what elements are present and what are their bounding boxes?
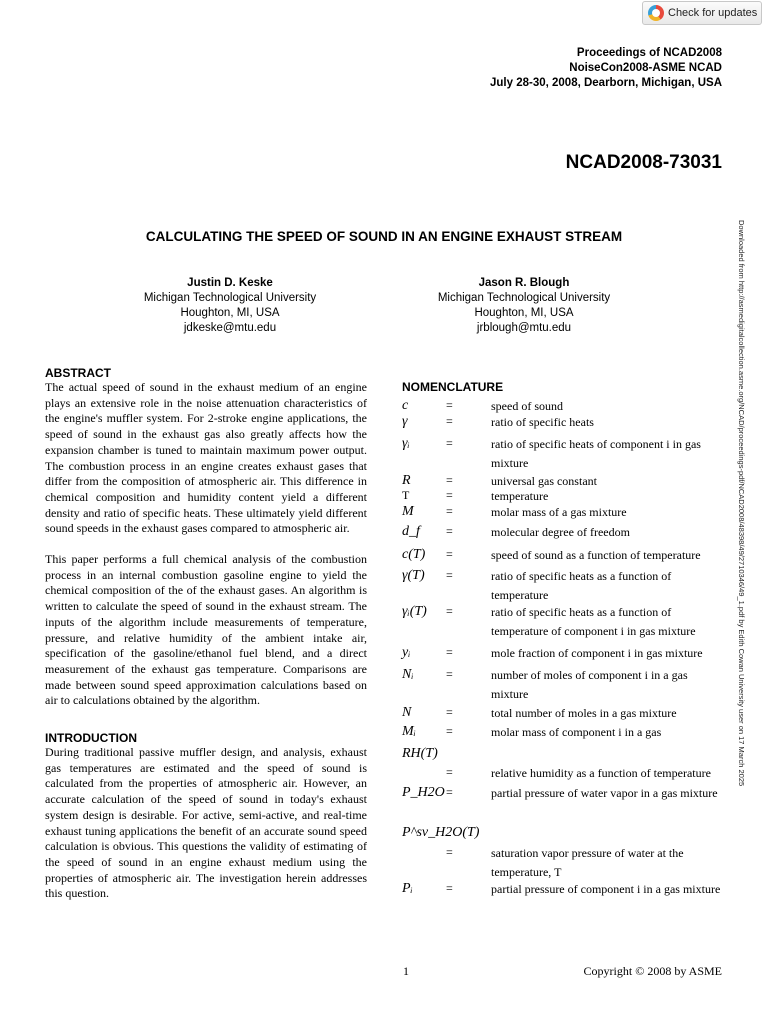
definition: ratio of specific heats — [491, 415, 594, 429]
equals-sign: = — [446, 414, 453, 428]
equals-sign: = — [446, 667, 453, 681]
page-number: 1 — [403, 964, 409, 978]
paper-title: CALCULATING THE SPEED OF SOUND IN AN ENGINE EXHAUST STREAM — [145, 229, 623, 244]
symbol-p-sv-h2o-of-t: P^sv_H2O(T) — [402, 825, 480, 840]
equals-sign: = — [446, 568, 453, 582]
nomenclature-heading: NOMENCLATURE — [402, 380, 504, 394]
author-location: Houghton, MI, USA — [180, 307, 280, 319]
proceedings-line3: July 28-30, 2008, Dearborn, Michigan, USA — [490, 77, 722, 89]
introduction-paragraph-1: During traditional passive muffler design, and analysis, exhaust gas temperatures are estimated and the speed of sound is calculated from the properties of atmospheric air. However, an accurate calculation of the speed of sound in today's exhaust system design is desirable. For active, semi-active, and real-time exhaust tuning applications the benefit of an accurate sound speed calculation is obvious. This questions the validity of estimating of the speed of sound in an engine exhaust medium using the properties of atmospheric air. The investigation herein addresses this question. — [45, 745, 367, 901]
definition: saturation vapor pressure of water at the temperature, T — [491, 846, 684, 879]
symbol-m-i: Mᵢ — [402, 724, 416, 739]
definition: universal gas constant — [491, 474, 597, 488]
definition: ratio of specific heats as a function of temperature — [491, 569, 672, 602]
equals-sign: = — [446, 547, 453, 561]
abstract-paragraph-2: This paper performs a full chemical analysis of the combustion process in an internal combustion gasoline engine to yield the chemical composition of the of the exhaust gases. An algorithm is written to calculate the speed of sound in the exhaust stream. The inputs of the algorithm include measurements of temperature, pressure, and relative humidity of the ambient intake air, specification of the gasoline/ethanol fuel blend, and a direct measurement of the exhaust gas temperature. Comparisons are made between sound speed approximation calculations based on air to calculations obtained by the algorithm. — [45, 552, 367, 708]
definition: partial pressure of water vapor in a gas mixture — [491, 786, 718, 800]
equals-sign: = — [446, 473, 453, 487]
equals-sign: = — [446, 724, 453, 738]
symbol-c: c — [402, 398, 409, 413]
abstract-paragraph-1: The actual speed of sound in the exhaust medium of an engine plays an extensive role in the noise attenuation characteristics of the engine's muffler system. For 2-stroke engine applications, the speed of sound in the exhaust gas also greatly affects how the expansion chamber is tuned to maintain maximum power output. The combustion process in an engine creates exhaust gases that differ from the composition of atmospheric air. This difference in chemical composition and humidity content yield a different density and ratio of specific heats. These ultimately yield different sound speeds in the exhaust gases compared to atmospheric air. — [45, 380, 367, 536]
definition: mole fraction of component i in gas mixture — [491, 646, 703, 660]
definition: relative humidity as a function of temperature — [491, 766, 711, 780]
definition: speed of sound as a function of temperature — [491, 548, 701, 562]
copyright-notice: Copyright © 2008 by ASME — [583, 964, 722, 978]
author-affiliation: Michigan Technological University — [143, 292, 317, 304]
symbol-gamma: γ — [402, 414, 408, 429]
symbol-p-i: Pᵢ — [402, 881, 413, 896]
proceedings-line1: Proceedings of NCAD2008 — [576, 47, 722, 59]
symbol-c-of-t: c(T) — [402, 547, 426, 562]
equals-sign: = — [446, 765, 453, 779]
abstract-section — [45, 366, 367, 902]
abstract-heading: ABSTRACT — [45, 366, 111, 380]
definition: speed of sound — [491, 399, 563, 413]
equals-sign: = — [446, 705, 453, 719]
equals-sign: = — [446, 436, 453, 450]
symbol-gamma-i-of-t: γᵢ(T) — [402, 604, 427, 619]
crossmark-icon — [648, 5, 664, 21]
symbol-y-i: yᵢ — [402, 645, 411, 660]
equals-sign: = — [446, 488, 453, 502]
definition: ratio of specific heats of component i in gas mixture — [491, 437, 701, 470]
check-for-updates-label: Check for updates — [668, 7, 758, 19]
equals-sign: = — [446, 845, 453, 859]
symbol-m: M — [402, 504, 414, 519]
equals-sign: = — [446, 785, 453, 799]
symbol-rh-of-t: RH(T) — [402, 746, 438, 761]
definition: molar mass of component i in a gas — [491, 725, 662, 739]
definition: partial pressure of component i in a gas mixture — [491, 882, 721, 896]
definition: number of moles of component i in a gas mixture — [491, 668, 688, 701]
equals-sign: = — [446, 645, 453, 659]
check-for-updates-button[interactable] — [642, 1, 762, 25]
equals-sign: = — [446, 524, 453, 538]
symbol-p-h2o: P_H2O — [402, 785, 445, 800]
author-affiliation: Michigan Technological University — [437, 292, 611, 304]
download-notice: Downloaded from http://asmedigitalcollection.asme.org/NCAD/proceedings-pdf/NCAD2008/48398/49/2710346/49_1.pdf by Edith Cowan University user on 17 March 2025 — [737, 220, 746, 787]
author-name: Jason R. Blough — [478, 277, 570, 289]
symbol-n: N — [402, 705, 412, 720]
symbol-gamma-i: γᵢ — [402, 436, 410, 451]
equals-sign: = — [446, 881, 453, 895]
symbol-gamma-of-t: γ(T) — [402, 568, 425, 583]
proceedings-line2: NoiseCon2008-ASME NCAD — [569, 62, 722, 74]
author-location: Houghton, MI, USA — [474, 307, 574, 319]
proceedings-header — [490, 46, 722, 91]
author-name: Justin D. Keske — [187, 277, 273, 289]
symbol-n-i: Nᵢ — [402, 667, 414, 682]
equals-sign: = — [446, 604, 453, 618]
definition: temperature — [491, 489, 549, 503]
equals-sign: = — [446, 398, 453, 412]
author-email: jrblough@mtu.edu — [476, 322, 572, 334]
definition: total number of moles in a gas mixture — [491, 706, 677, 720]
symbol-df: d_f — [402, 524, 420, 539]
symbol-t: T — [402, 488, 410, 502]
paper-id: NCAD2008-73031 — [565, 152, 722, 173]
definition: molecular degree of freedom — [491, 525, 630, 539]
author-block-1 — [100, 276, 360, 336]
symbol-r: R — [402, 473, 411, 488]
equals-sign: = — [446, 504, 453, 518]
definition: molar mass of a gas mixture — [491, 505, 627, 519]
author-email: jdkeske@mtu.edu — [183, 322, 277, 334]
author-block-2 — [394, 276, 654, 336]
introduction-heading: INTRODUCTION — [45, 731, 137, 746]
definition: ratio of specific heats as a function of temperature of component i in gas mixture — [491, 605, 696, 638]
